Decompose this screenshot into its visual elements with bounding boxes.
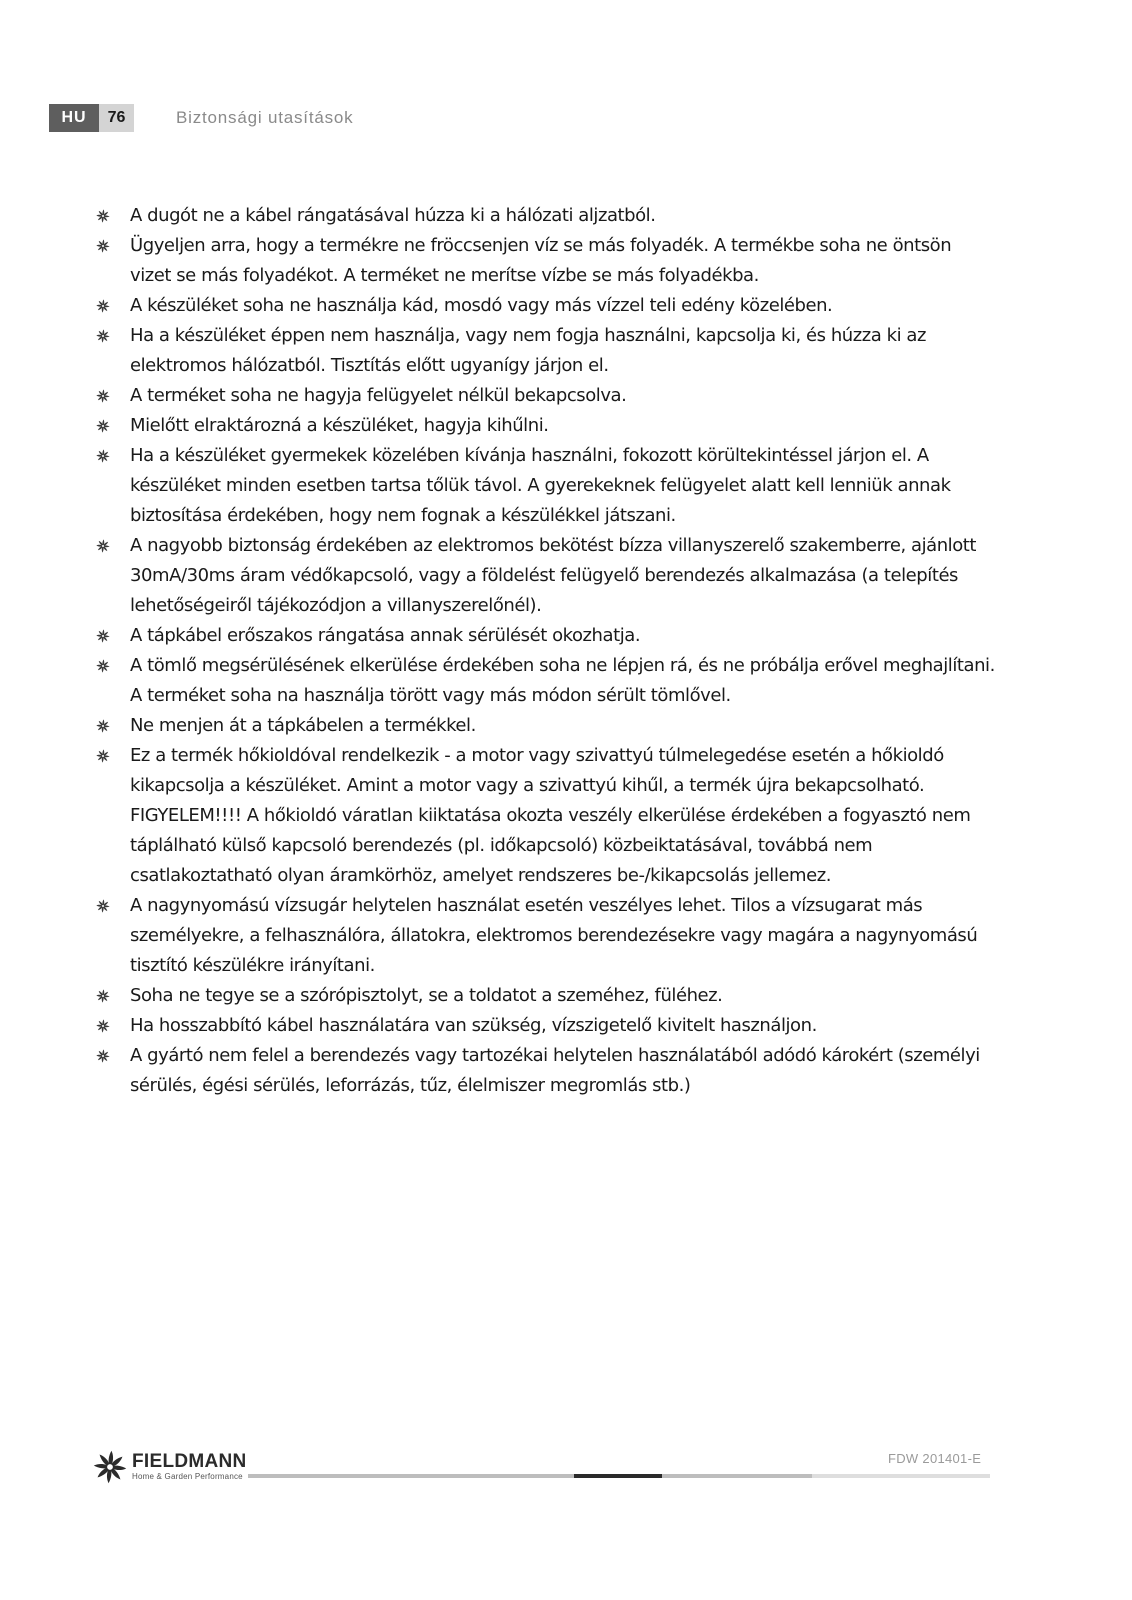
list-item-text: Ügyeljen arra, hogy a termékre ne fröccsenjen víz se más folyadék. A termékbe soha ne öntsön vizet se más folyadékot. A terméket ne merítse vízbe se más folyadékba. (130, 235, 952, 286)
list-item-text: A készüléket soha ne használja kád, mosdó vagy más vízzel teli edény közelében. (130, 295, 833, 316)
list-item (96, 981, 996, 1011)
list-item (96, 651, 996, 711)
list-item-text: A nagyobb biztonság érdekében az elektromos bekötést bízza villanyszerelő szakemberre, ajánlott 30mA/30ms áram védőkapcsoló, vagy a földelést felügyelő berendezés alkalmazása (a telepítés lehetőségeiről tájékozódjon a villanyszerelőnél). (130, 535, 977, 616)
divider-segment (662, 1474, 812, 1478)
list-item-text: A tömlő megsérülésének elkerülése érdekében soha ne lépjen rá, és ne próbálja erővel meghajlítani. A terméket soha na használja törött vagy más módon sérült tömlővel. (130, 655, 995, 706)
list-item (96, 441, 996, 531)
fan-blade-icon (96, 291, 130, 321)
footer-divider (248, 1474, 990, 1478)
page-number: 76 (99, 104, 134, 132)
list-item-text: Ha a készüléket éppen nem használja, vagy nem fogja használni, kapcsolja ki, és húzza ki az elektromos hálózatból. Tisztítás előtt ugyanígy járjon el. (130, 325, 926, 376)
list-item (96, 201, 996, 231)
fan-logo-icon (92, 1449, 128, 1485)
fan-blade-icon (96, 981, 130, 1011)
list-item (96, 231, 996, 291)
list-item-text: Ne menjen át a tápkábelen a termékkel. (130, 715, 476, 736)
list-item (96, 381, 996, 411)
list-item-text: A gyártó nem felel a berendezés vagy tartozékai helytelen használatából adódó károkért (személyi sérülés, égési sérülés, leforrázás, tűz, élelmiszer megromlás stb.) (130, 1045, 980, 1096)
document-code: FDW 201401-E (888, 1451, 982, 1466)
list-item (96, 891, 996, 981)
list-item (96, 1011, 996, 1041)
list-item (96, 321, 996, 381)
list-item (96, 711, 996, 741)
divider-segment-light (812, 1474, 990, 1478)
brand-name: FIELDMANN (132, 1451, 247, 1472)
list-item-text: A terméket soha ne hagyja felügyelet nélkül bekapcsolva. (130, 385, 627, 406)
divider-segment-accent (574, 1474, 662, 1478)
language-badge: HU (49, 104, 99, 132)
list-item (96, 291, 996, 321)
fan-blade-icon (96, 741, 130, 771)
divider-segment (248, 1474, 574, 1478)
fan-blade-icon (96, 321, 130, 351)
brand-tagline: Home & Garden Performance (132, 1472, 243, 1481)
list-item-text: Ha a készüléket gyermekek közelében kívánja használni, fokozott körültekintéssel járjon el. A készüléket minden esetben tartsa tőlük távol. A gyerekeknek felügyelet alatt kell lenniük annak biztosítása érdekében, hogy nem fognak a készülékkel játszani. (130, 445, 951, 526)
list-item (96, 1041, 996, 1101)
fan-blade-icon (96, 411, 130, 441)
list-item-text: A tápkábel erőszakos rángatása annak sérülését okozhatja. (130, 625, 641, 646)
list-item (96, 621, 996, 651)
fan-blade-icon (96, 201, 130, 231)
list-item-text: Ha hosszabbító kábel használatára van szükség, vízszigetelő kivitelt használjon. (130, 1015, 817, 1036)
list-item-text: A nagynyomású vízsugár helytelen használat esetén veszélyes lehet. Tilos a vízsugarat más személyekre, a felhasználóra, állatokra, elektromos berendezésekre vagy magára a nagynyomású tisztító készülékre irányítani. (130, 895, 978, 976)
list-item (96, 741, 996, 891)
list-item (96, 411, 996, 441)
fan-blade-icon (96, 231, 130, 261)
fan-blade-icon (96, 621, 130, 651)
section-title: Biztonsági utasítások (176, 108, 354, 127)
list-item-text: Soha ne tegye se a szórópisztolyt, se a toldatot a szeméhez, füléhez. (130, 985, 723, 1006)
list-item-text: A dugót ne a kábel rángatásával húzza ki a hálózati aljzatból. (130, 205, 656, 226)
fan-blade-icon (96, 1041, 130, 1071)
fan-blade-icon (96, 381, 130, 411)
list-item (96, 531, 996, 621)
page-header (49, 104, 353, 132)
logo-text (132, 1452, 247, 1482)
brand-logo (92, 1449, 247, 1485)
safety-instructions-list (96, 201, 996, 1101)
list-item-text: Mielőtt elraktározná a készüléket, hagyja kihűlni. (130, 415, 549, 436)
fan-blade-icon (96, 711, 130, 741)
fan-blade-icon (96, 441, 130, 471)
fan-blade-icon (96, 891, 130, 921)
list-item-text: Ez a termék hőkioldóval rendelkezik - a motor vagy szivattyú túlmelegedése esetén a hőkioldó kikapcsolja a készüléket. Amint a motor vagy a szivattyú kihűl, a termék újra bekapcsolható. FIGYELEM!!!! A hőkioldó váratlan kiiktatása okozta veszély elkerülése érdekében a fogyasztó nem táplálható külső kapcsoló berendezés (pl. időkapcsoló) közbeiktatásával, továbbá nem csatlakoztatható olyan áramkörhöz, amelyet rendszeres be-/kikapcsolás jellemez. (130, 745, 971, 886)
fan-blade-icon (96, 531, 130, 561)
fan-blade-icon (96, 1011, 130, 1041)
fan-blade-icon (96, 651, 130, 681)
